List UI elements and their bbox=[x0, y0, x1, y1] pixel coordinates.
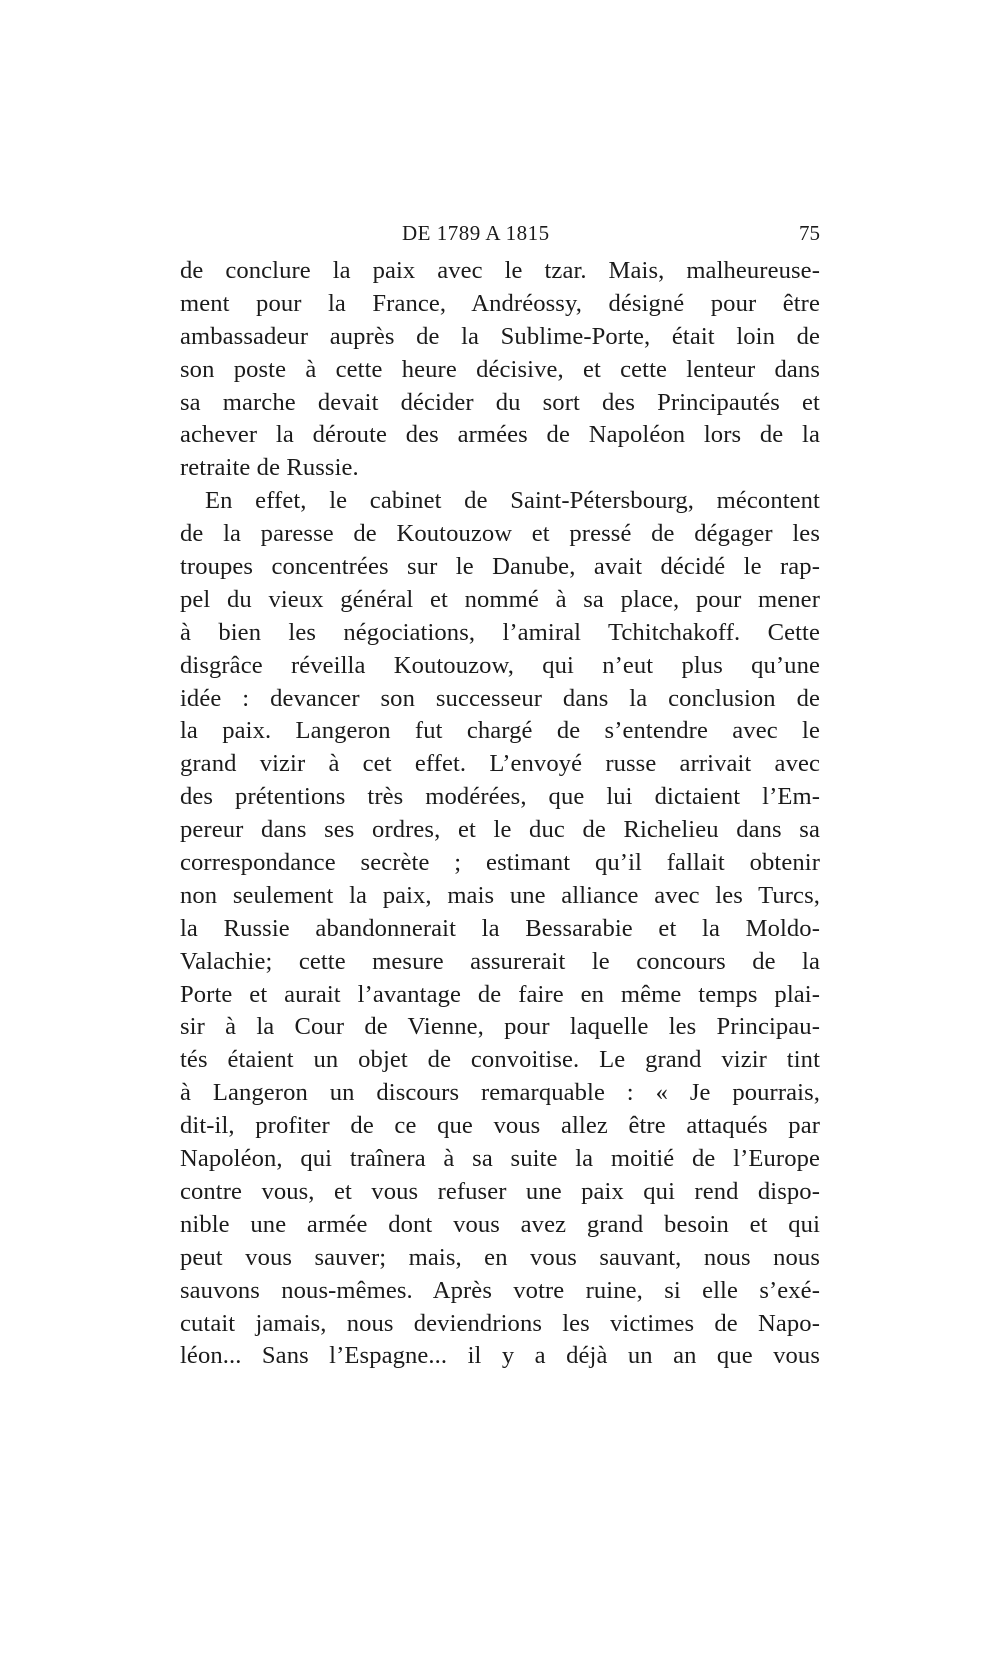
text-line: correspondance secrète ; estimant qu’il fallait obtenir bbox=[180, 849, 820, 877]
text-line: de conclure la paix avec le tzar. Mais, malheureuse- bbox=[180, 257, 820, 284]
text-line: tés étaient un objet de convoitise. Le grand vizir tint bbox=[180, 1046, 820, 1074]
text-line: sir à la Cour de Vienne, pour laquelle les Principau- bbox=[180, 1013, 820, 1041]
text-line: dit-il, profiter de ce que vous allez être attaqués par bbox=[180, 1112, 820, 1140]
text-line: léon... Sans l’Espagne... il y a déjà un an que vous bbox=[180, 1342, 820, 1370]
text-line: de la paresse de Koutouzow et pressé de dégager les bbox=[180, 520, 820, 548]
text-line: grand vizir à cet effet. L’envoyé russe arrivait avec bbox=[180, 750, 820, 778]
running-head-title: DE 1789 A 1815 bbox=[402, 221, 550, 245]
text-line: sa marche devait décider du sort des Principautés et bbox=[180, 388, 820, 416]
text-line: achever la déroute des armées de Napoléon lors de la bbox=[180, 421, 820, 449]
paragraph-start-line: En effet, le cabinet de Saint-Pétersbourg, mécontent bbox=[205, 487, 820, 515]
text-line: la paix. Langeron fut chargé de s’entendre avec le bbox=[180, 717, 820, 745]
text-line: Porte et aurait l’avantage de faire en même temps plai- bbox=[180, 980, 820, 1008]
text-line: troupes concentrées sur le Danube, avait décidé le rap- bbox=[180, 553, 820, 581]
text-line: nible une armée dont vous avez grand besoin et qui bbox=[180, 1210, 820, 1238]
text-line: non seulement la paix, mais une alliance avec les Turcs, bbox=[180, 881, 820, 909]
text-line: sauvons nous-mêmes. Après votre ruine, si elle s’exé- bbox=[180, 1276, 820, 1304]
text-line: pel du vieux général et nommé à sa place, pour mener bbox=[180, 585, 820, 613]
text-line: peut vous sauver; mais, en vous sauvant, nous nous bbox=[180, 1243, 820, 1271]
text-line: cutait jamais, nous deviendrions les victimes de Napo- bbox=[180, 1309, 820, 1337]
text-line: à Langeron un discours remarquable : « Je pourrais, bbox=[180, 1079, 820, 1107]
text-line: à bien les négociations, l’amiral Tchitchakoff. Cette bbox=[180, 618, 820, 646]
running-head bbox=[180, 221, 820, 245]
page-number: 75 bbox=[799, 221, 820, 245]
text-line: ment pour la France, Andréossy, désigné pour être bbox=[180, 289, 820, 317]
text-line: idée : devancer son successeur dans la conclusion de bbox=[180, 684, 820, 712]
paragraph-end-line: retraite de Russie. bbox=[180, 454, 359, 482]
text-line: pereur dans ses ordres, et le duc de Richelieu dans sa bbox=[180, 816, 820, 844]
text-line: son poste à cette heure décisive, et cette lenteur dans bbox=[180, 355, 820, 383]
text-line: Napoléon, qui traînera à sa suite la moitié de l’Europe bbox=[180, 1145, 820, 1173]
text-line: Valachie; cette mesure assurerait le concours de la bbox=[180, 947, 820, 975]
text-line: des prétentions très modérées, que lui dictaient l’Em- bbox=[180, 783, 820, 811]
text-line: ambassadeur auprès de la Sublime-Porte, était loin de bbox=[180, 322, 820, 350]
body-text bbox=[180, 255, 820, 1373]
text-line: contre vous, et vous refuser une paix qui rend dispo- bbox=[180, 1177, 820, 1205]
text-line: la Russie abandonnerait la Bessarabie et la Moldo- bbox=[180, 914, 820, 942]
text-line: disgrâce réveilla Koutouzow, qui n’eut plus qu’une bbox=[180, 651, 820, 679]
